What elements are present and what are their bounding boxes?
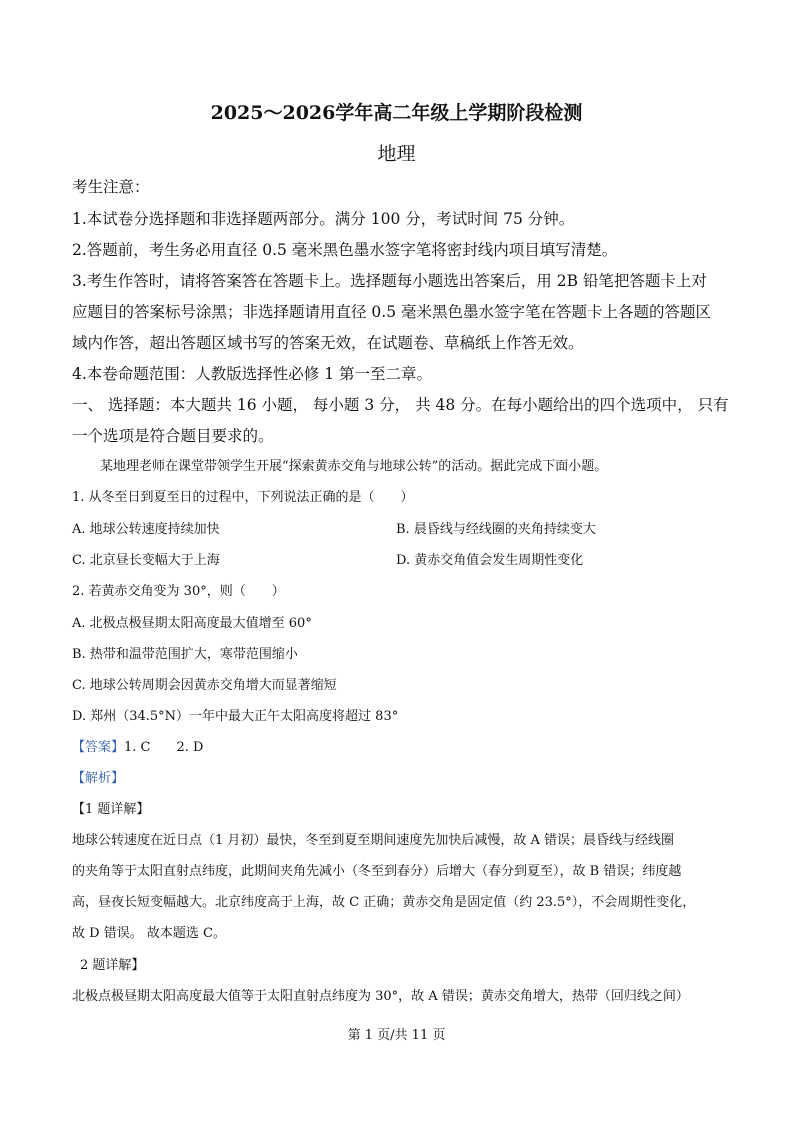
notice-heading: 考生注意： [72, 178, 150, 196]
question-2-option-a: A. 北极点极昼期太阳高度最大值增至 60° [72, 616, 312, 631]
page-title: 2025～2026学年高二年级上学期阶段检测 [210, 102, 583, 124]
question-2-option-d: D. 郑州（34.5°N）一年中最大正午太阳高度将超过 83° [72, 709, 399, 724]
q2-analysis-line-1: 北极点极昼期太阳高度最大值等于太阳直射点纬度为 30°，故 A 错误；黄赤交角增大，热带（回归线之间） [72, 989, 689, 1004]
question-1-option-a: A. 地球公转速度持续加快 [72, 522, 220, 537]
question-2-stem: 2. 若黄赤交角变为 30°，则（ ） [72, 584, 285, 599]
question-2-option-c: C. 地球公转周期会因黄赤交角增大而显著缩短 [72, 678, 337, 693]
answer-text: 1. C 2. D [124, 740, 204, 755]
analysis-label: 【解析】 [72, 771, 125, 786]
notice-line-2: 2.答题前，考生务必用直径 0.5 毫米黑色墨水签字笔将密封线内项目填写清楚。 [72, 241, 618, 259]
notice-line-1: 1.本试卷分选择题和非选择题两部分。满分 100 分，考试时间 75 分钟。 [72, 210, 575, 228]
question-1-option-d: D. 黄赤交角值会发生周期性变化 [396, 553, 584, 568]
q2-analysis-heading: 2 题详解】 [80, 958, 145, 973]
section-heading-line-2: 一个选项是符合题目要求的。 [72, 427, 274, 445]
question-1-stem: 1. 从冬至日到夏至日的过程中，下列说法正确的是（ ） [72, 490, 414, 505]
subject-title: 地理 [377, 143, 416, 165]
page-footer: 第 1 页/共 11 页 [347, 1028, 446, 1043]
section-heading-line-1: 一、 选择题：本大题共 16 小题， 每小题 3 分， 共 48 分。在每小题给出的四个选项中， 只有 [72, 396, 729, 414]
analysis-line [72, 768, 124, 790]
material-text: 某地理老师在课堂带领学生开展“探索黄赤交角与地球公转”的活动。据此完成下面小题。 [100, 459, 608, 474]
q1-analysis-line-3: 高，昼夜长短变幅越大。北京纬度高于上海，故 C 正确；黄赤交角是固定值（约 23.5°），不会周期性变化， [72, 895, 696, 910]
notice-line-5: 域内作答，超出答题区域书写的答案无效，在试题卷、草稿纸上作答无效。 [72, 334, 584, 352]
answer-line [72, 737, 203, 759]
notice-line-3: 3.考生作答时，请将答案答在答题卡上。选择题每小题选出答案后，用 2B 铅笔把答题卡上对 [72, 272, 707, 290]
question-1-option-c: C. 北京昼长变幅大于上海 [72, 553, 220, 568]
notice-line-6: 4.本卷命题范围：人教版选择性必修 1 第一至二章。 [72, 365, 433, 383]
question-2-option-b: B. 热带和温带范围扩大，寒带范围缩小 [72, 647, 298, 662]
q1-analysis-line-4: 故 D 错误。 故本题选 C。 [72, 926, 226, 941]
notice-line-4: 应题目的答案标号涂黑；非选择题请用直径 0.5 毫米黑色墨水签字笔在答题卡上各题的答题区 [72, 303, 712, 321]
q1-analysis-line-1: 地球公转速度在近日点（1 月初）最快，冬至到夏至期间速度先加快后减慢，故 A 错误；晨昏线与经线圈 [72, 833, 675, 848]
q1-analysis-line-2: 的夹角等于太阳直射点纬度，此期间夹角先减小（冬至到春分）后增大（春分到夏至），故 B 错误；纬度越 [72, 864, 682, 879]
q1-analysis-heading: 【1 题详解】 [72, 802, 150, 817]
question-1-option-b: B. 晨昏线与经线圈的夹角持续变大 [396, 522, 596, 537]
answer-label: 【答案】 [72, 740, 125, 755]
